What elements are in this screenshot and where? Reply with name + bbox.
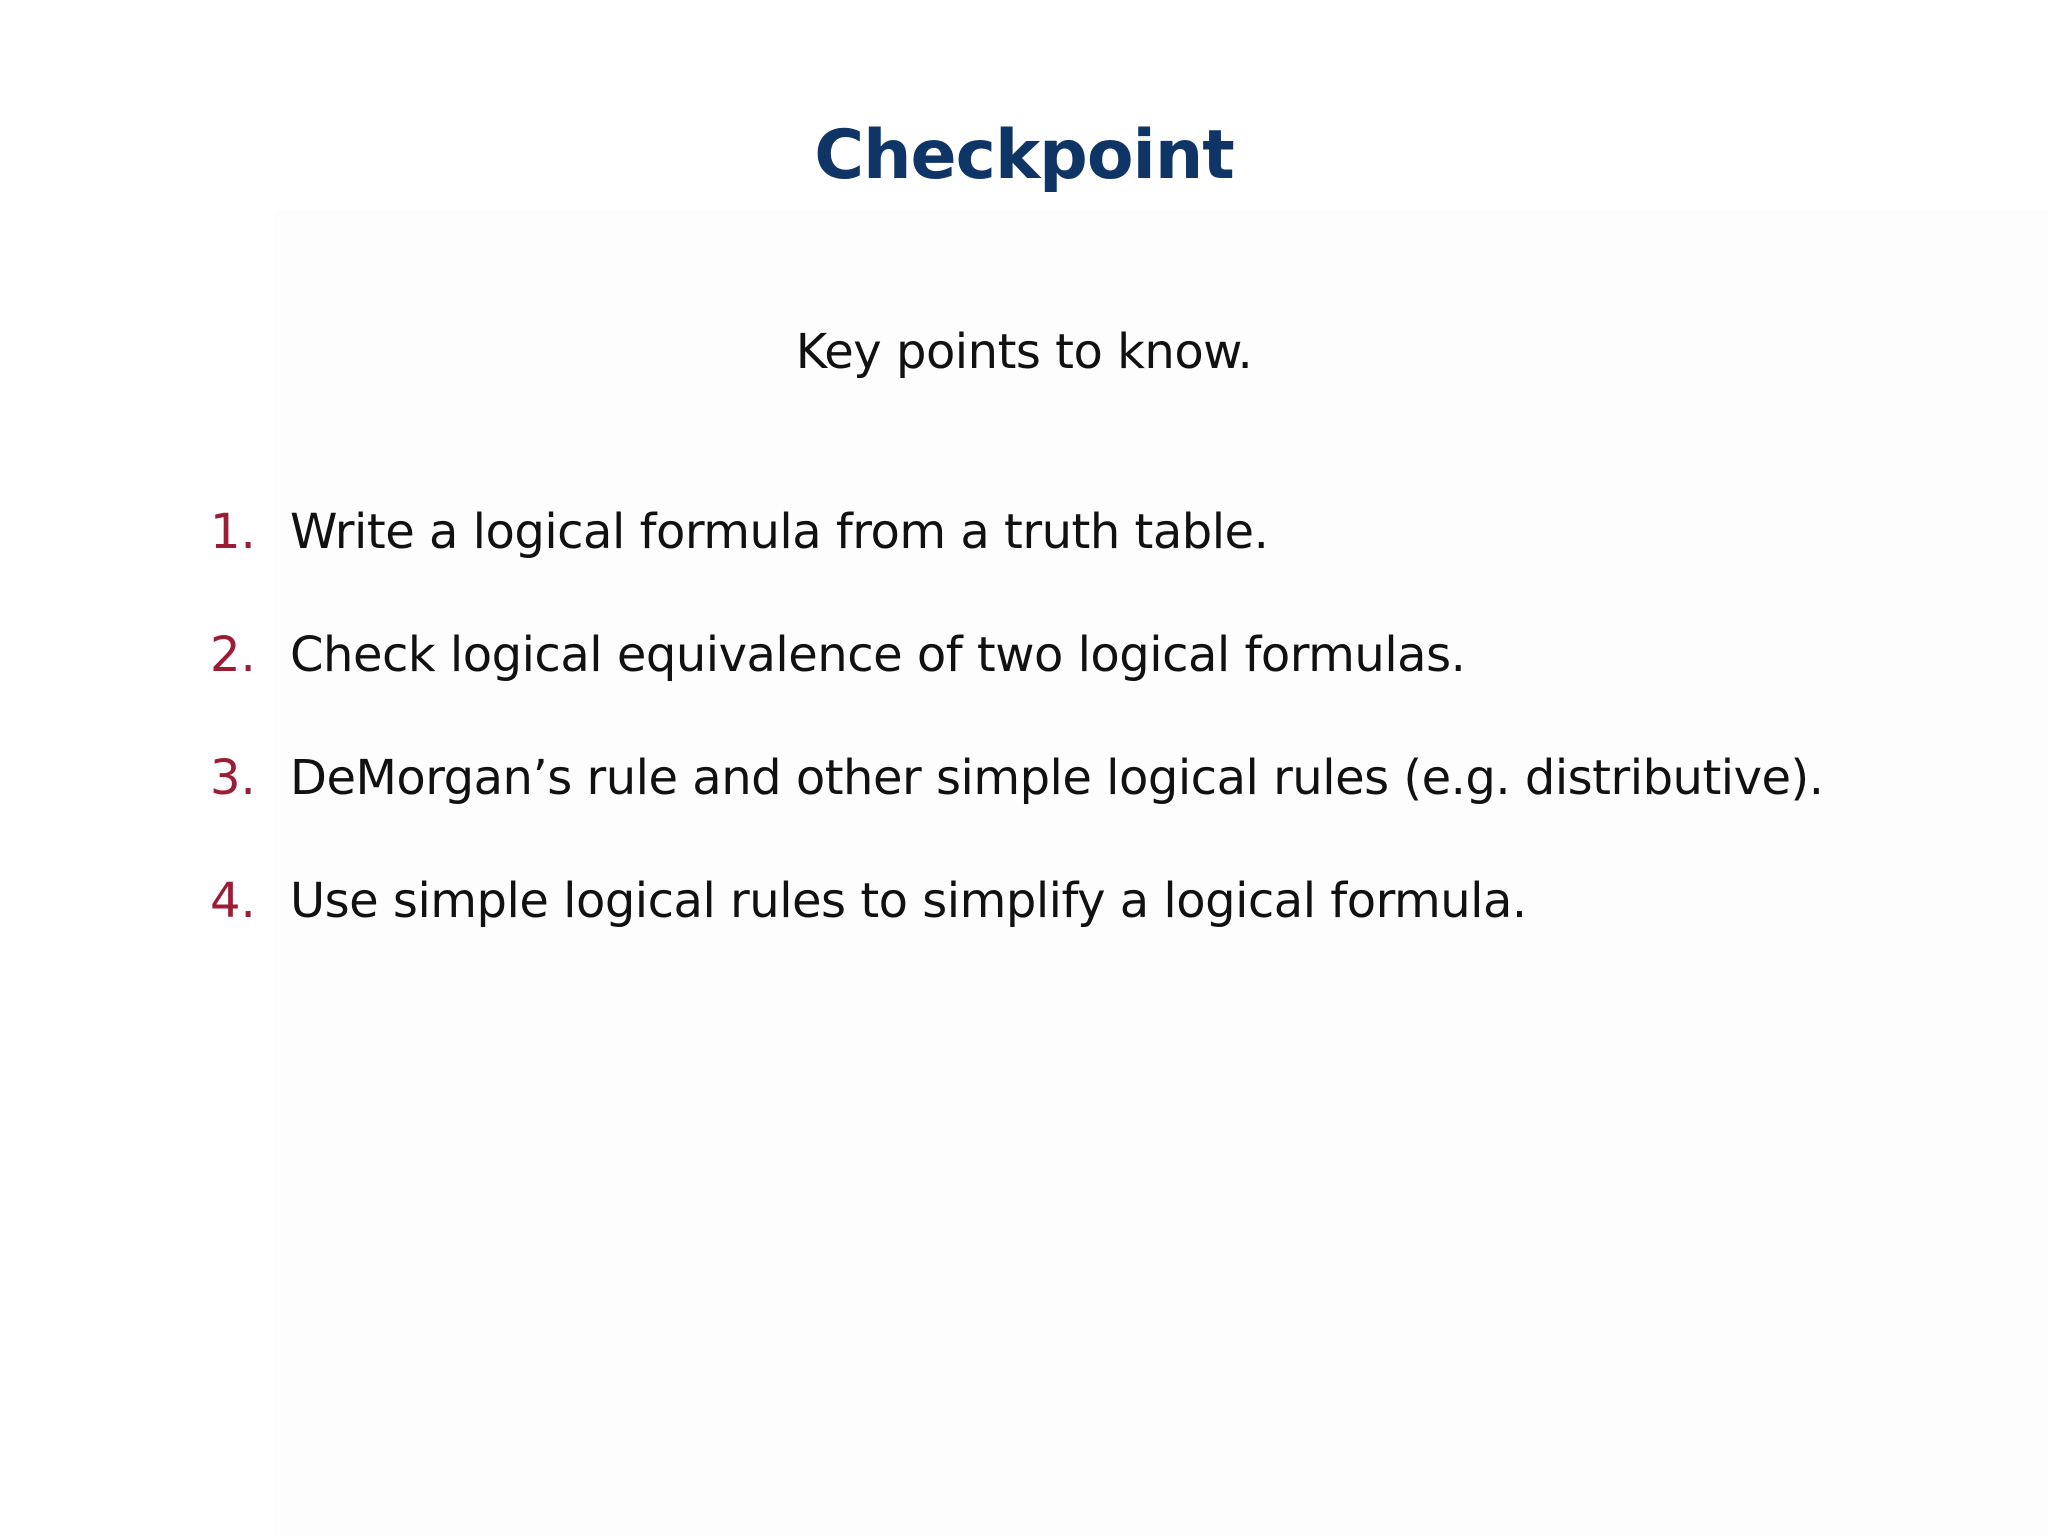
point-number: 4. [210, 873, 256, 929]
key-points-list [210, 498, 2010, 990]
key-point-2 [210, 621, 2010, 744]
point-number: 1. [210, 504, 256, 560]
point-text: Check logical equivalence of two logical formulas. [290, 627, 1466, 683]
key-point-3 [210, 744, 2010, 867]
point-text: DeMorgan’s rule and other simple logical rules (e.g. distributive). [290, 750, 1824, 806]
slide-subtitle: Key points to know. [795, 324, 1253, 380]
key-point-1 [210, 498, 2010, 621]
key-point-4 [210, 867, 2010, 990]
point-number: 3. [210, 750, 256, 806]
point-text: Write a logical formula from a truth table. [290, 504, 1269, 560]
slide-title: Checkpoint [814, 116, 1234, 195]
point-text: Use simple logical rules to simplify a logical formula. [290, 873, 1527, 929]
point-number: 2. [210, 627, 256, 683]
